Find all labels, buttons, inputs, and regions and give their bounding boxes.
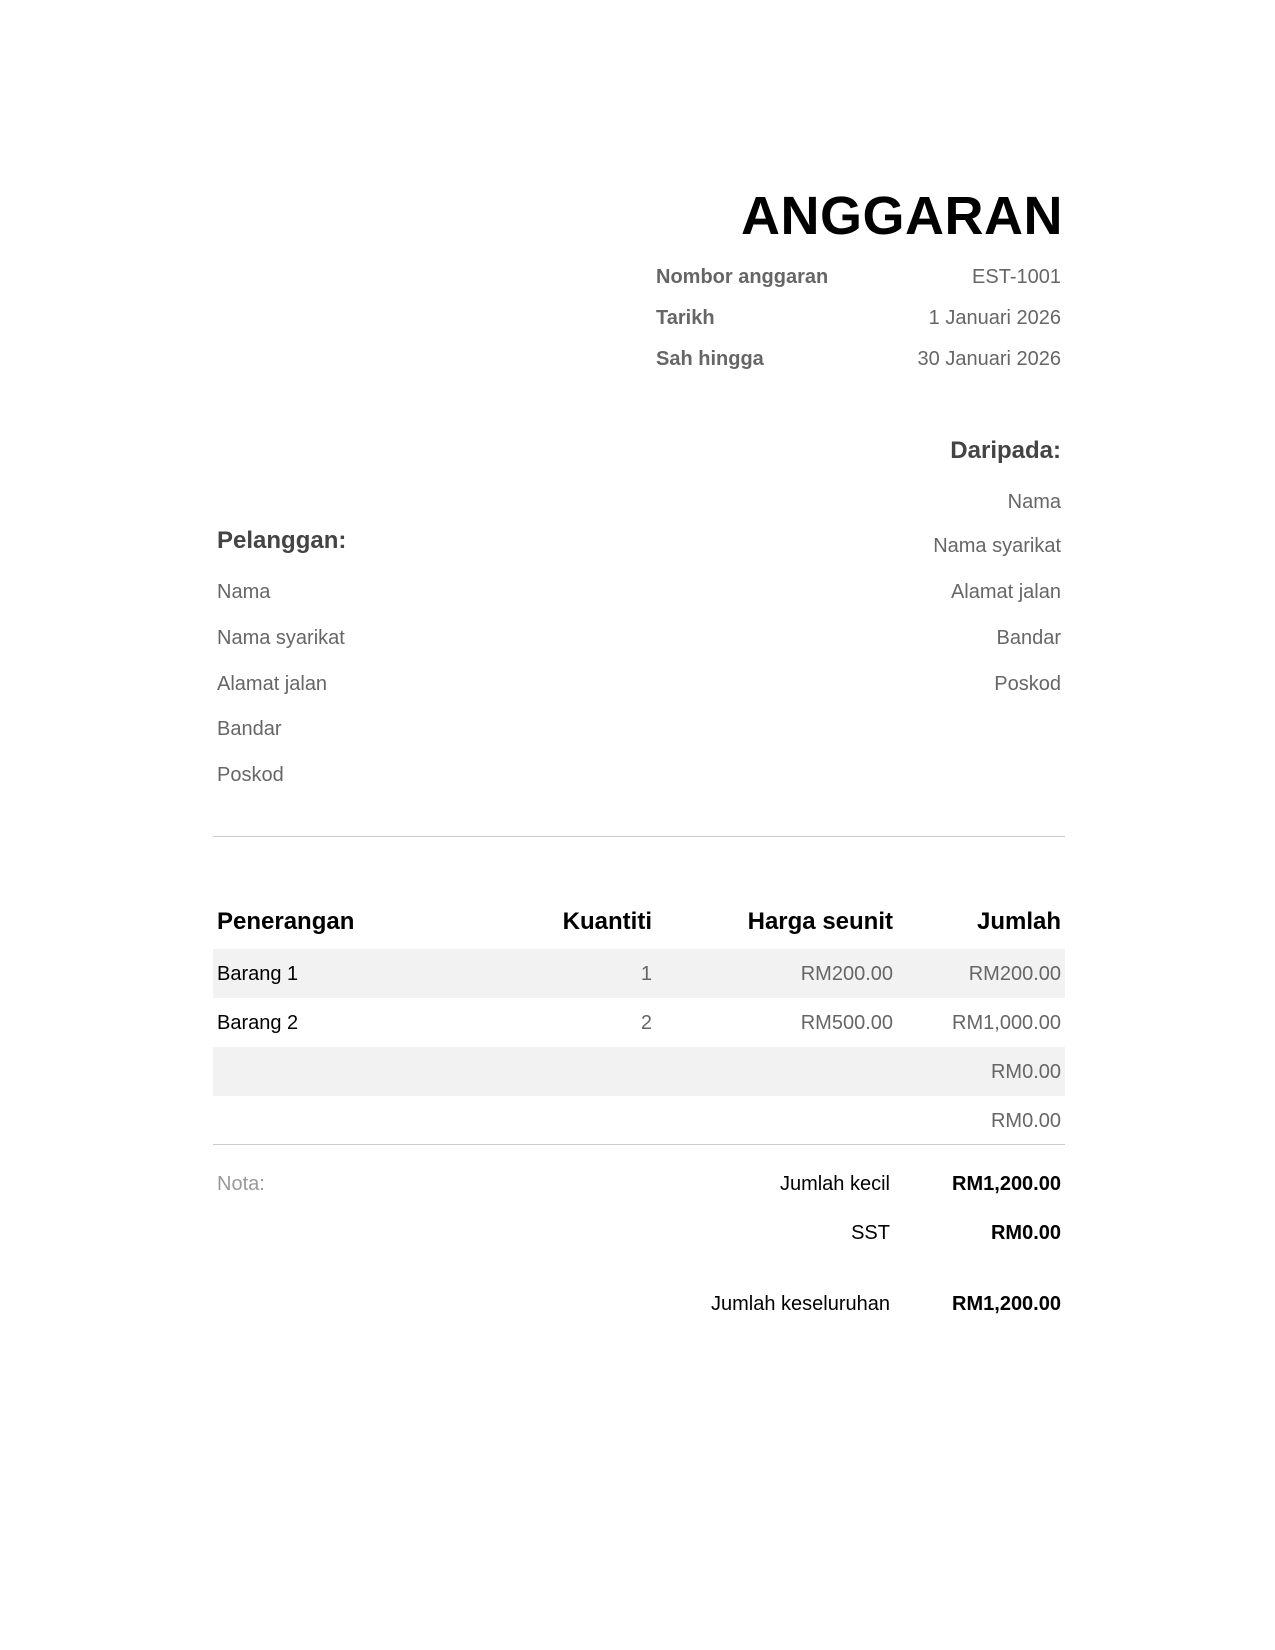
tax-value: RM0.00	[990, 1222, 1061, 1244]
estimate-number-label: Nombor anggaran	[656, 266, 829, 288]
customer-street: Alamat jalan	[217, 673, 328, 695]
from-street: Alamat jalan	[950, 581, 1061, 603]
row-description: Barang 2	[217, 1012, 299, 1034]
estimate-number-value: EST-1001	[972, 266, 1061, 288]
from-heading: Daripada:	[950, 437, 1061, 464]
row-unit-price: RM200.00	[800, 963, 893, 985]
document-title: ANGGARAN	[741, 186, 1063, 246]
row-description: Barang 1	[217, 963, 299, 985]
valid-until-label: Sah hingga	[656, 348, 764, 370]
tax-label: SST	[851, 1222, 890, 1244]
table-bottom-divider	[213, 1144, 1065, 1145]
header-quantity: Kuantiti	[562, 908, 652, 935]
from-city: Bandar	[996, 627, 1061, 649]
date-value: 1 Januari 2026	[928, 307, 1061, 329]
row-quantity: 1	[640, 963, 652, 985]
header-description: Penerangan	[217, 908, 355, 935]
table-row	[213, 998, 1065, 1047]
table-header	[213, 899, 1065, 949]
row-amount: RM0.00	[990, 1061, 1061, 1083]
customer-city: Bandar	[217, 718, 282, 740]
row-quantity: 2	[640, 1012, 652, 1034]
valid-until-value: 30 Januari 2026	[917, 348, 1061, 370]
grand-total-label: Jumlah keseluruhan	[711, 1293, 890, 1315]
table-row	[213, 1096, 1065, 1145]
line-items-table	[213, 899, 1065, 1145]
header-unit-price: Harga seunit	[747, 908, 893, 935]
notes-label: Nota:	[217, 1173, 265, 1195]
subtotal-label: Jumlah kecil	[779, 1173, 890, 1195]
subtotal-value: RM1,200.00	[952, 1173, 1061, 1195]
row-amount: RM1,000.00	[952, 1012, 1061, 1034]
customer-postcode: Poskod	[217, 764, 284, 786]
header-amount: Jumlah	[976, 908, 1061, 935]
row-amount: RM200.00	[968, 963, 1061, 985]
from-company: Nama syarikat	[933, 535, 1061, 557]
table-row	[213, 949, 1065, 998]
row-unit-price: RM500.00	[800, 1012, 893, 1034]
customer-heading: Pelanggan:	[217, 527, 347, 554]
table-row	[213, 1047, 1065, 1096]
customer-company: Nama syarikat	[217, 627, 345, 649]
from-postcode: Poskod	[994, 673, 1061, 695]
row-amount: RM0.00	[990, 1110, 1061, 1132]
customer-name: Nama	[217, 581, 271, 603]
from-name: Nama	[1007, 491, 1061, 513]
date-label: Tarikh	[656, 307, 715, 329]
section-divider	[213, 836, 1065, 837]
grand-total-value: RM1,200.00	[952, 1293, 1061, 1315]
